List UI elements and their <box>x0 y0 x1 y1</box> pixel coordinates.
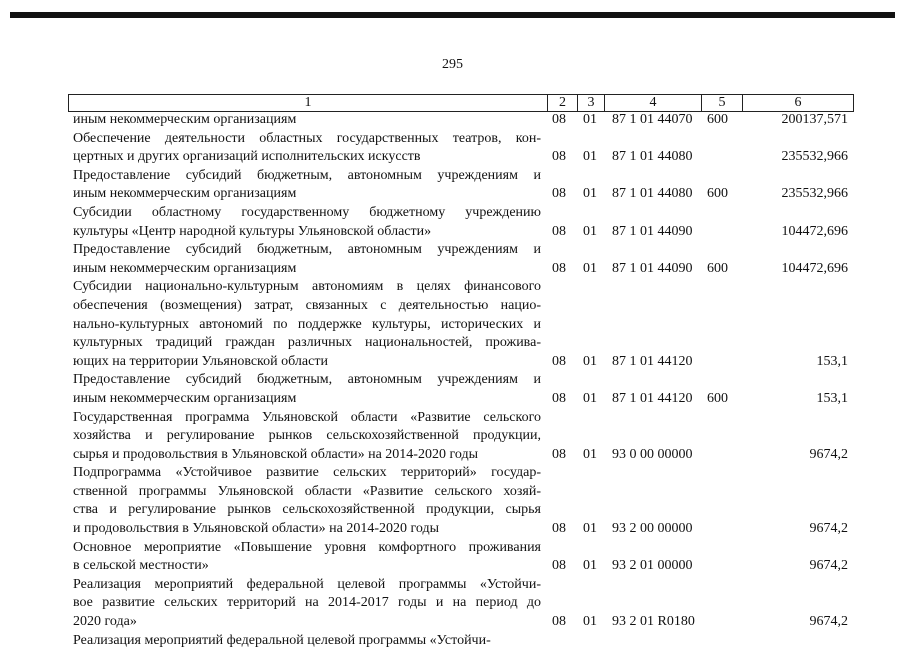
header-col-3: 3 <box>577 95 604 111</box>
section-code: 08 <box>552 186 566 202</box>
description-line: Государственная программа Ульяновской области «Развитие сельского <box>73 409 541 425</box>
description-line: нально-культурных автономий по поддержке культуры, исторических и <box>73 316 541 332</box>
description-line: иным некоммерческим организациям <box>73 260 297 276</box>
row-description <box>73 278 541 371</box>
description-line: Предоставление субсидий бюджетным, автономным учреждениям и <box>73 372 541 388</box>
description-line: цертных и других организаций исполнительских искусств <box>73 149 421 165</box>
target-article-code: 87 1 01 44120 <box>612 390 693 406</box>
description-line: Субсидии областному государственному бюджетному учреждению <box>73 204 541 220</box>
description-line: Подпрограмма «Устойчивое развитие сельских территорий» государ- <box>73 465 541 481</box>
table-row <box>0 204 905 241</box>
amount: 104472,696 <box>781 223 848 239</box>
table-row <box>0 539 905 576</box>
description-line: иным некоммерческим организациям <box>73 112 297 127</box>
expense-type-code: 600 <box>707 112 728 127</box>
subsection-code: 01 <box>583 223 597 239</box>
page-number: 295 <box>442 57 463 72</box>
expense-type-code: 600 <box>707 260 728 276</box>
target-article-code: 87 1 01 44090 <box>612 260 693 276</box>
section-code: 08 <box>552 149 566 165</box>
row-description <box>73 409 541 465</box>
section-code: 08 <box>552 390 566 406</box>
table-row <box>0 111 905 130</box>
table-row <box>0 130 905 167</box>
description-line: Основное мероприятие «Повышение уровня комфортного проживания <box>73 539 541 555</box>
description-line: ющих на территории Ульяновской области <box>73 353 328 369</box>
amount: 200137,571 <box>781 112 848 127</box>
row-description <box>73 632 541 650</box>
target-article-code: 87 1 01 44120 <box>612 353 693 369</box>
expense-type-code: 600 <box>707 186 728 202</box>
section-code: 08 <box>552 353 566 369</box>
description-line: Предоставление субсидий бюджетным, автономным учреждениям и <box>73 167 541 183</box>
target-article-code: 93 0 00 00000 <box>612 446 693 462</box>
description-line: Предоставление субсидий бюджетным, автономным учреждениям и <box>73 242 541 258</box>
section-code: 08 <box>552 614 566 630</box>
amount: 9674,2 <box>809 614 848 630</box>
description-line: Обеспечение деятельности областных государственных театров, кон- <box>73 130 541 146</box>
row-description <box>73 204 541 241</box>
subsection-code: 01 <box>583 149 597 165</box>
row-description <box>73 241 541 278</box>
target-article-code: 87 1 01 44090 <box>612 223 693 239</box>
table-row <box>0 409 905 465</box>
amount: 153,1 <box>816 353 848 369</box>
section-code: 08 <box>552 446 566 462</box>
subsection-code: 01 <box>583 353 597 369</box>
section-code: 08 <box>552 112 566 127</box>
table-row <box>0 167 905 204</box>
target-article-code: 87 1 01 44080 <box>612 149 693 165</box>
row-description <box>73 111 541 130</box>
section-code: 08 <box>552 521 566 537</box>
subsection-code: 01 <box>583 614 597 630</box>
description-line: обеспечения (возмещения) затрат, связанных с деятельностью нацио- <box>73 297 541 313</box>
section-code: 08 <box>552 558 566 574</box>
amount: 235532,966 <box>781 149 848 165</box>
table-row <box>0 576 905 632</box>
row-description <box>73 167 541 204</box>
section-code: 08 <box>552 223 566 239</box>
target-article-code: 87 1 01 44070 <box>612 112 693 127</box>
table-row <box>0 371 905 408</box>
header-col-6: 6 <box>742 95 853 111</box>
subsection-code: 01 <box>583 446 597 462</box>
amount: 9674,2 <box>809 446 848 462</box>
description-line: Субсидии национально-культурным автономиям в целях финансового <box>73 279 541 295</box>
description-line: вое развитие сельских территорий на 2014-2017 годы и на период до <box>73 595 541 611</box>
header-col-1: 1 <box>304 95 312 110</box>
header-col-4: 4 <box>604 95 701 111</box>
table-row <box>0 464 905 538</box>
target-article-code: 93 2 00 00000 <box>612 521 693 537</box>
description-line: иным некоммерческим организациям <box>73 390 297 406</box>
description-line: ства и регулирование рынков сельскохозяйственной продукции, сырья <box>73 502 541 518</box>
target-article-code: 93 2 01 R0180 <box>612 614 695 630</box>
description-line: и продовольствия в Ульяновской области» на 2014-2020 годы <box>73 521 440 537</box>
row-description <box>73 130 541 167</box>
table-row <box>0 632 905 650</box>
amount: 235532,966 <box>781 186 848 202</box>
header-col-5: 5 <box>701 95 742 111</box>
amount: 9674,2 <box>809 521 848 537</box>
target-article-code: 93 2 01 00000 <box>612 558 693 574</box>
subsection-code: 01 <box>583 186 597 202</box>
table-header <box>68 94 854 112</box>
description-line: Реализация мероприятий федеральной целевой программы «Устойчи- <box>73 576 541 592</box>
subsection-code: 01 <box>583 521 597 537</box>
description-line: культурных традиций граждан различных национальностей, прожива- <box>73 335 541 351</box>
row-description <box>73 371 541 408</box>
section-code: 08 <box>552 260 566 276</box>
row-description <box>73 576 541 632</box>
header-col-2: 2 <box>547 95 577 111</box>
amount: 104472,696 <box>781 260 848 276</box>
row-description <box>73 539 541 576</box>
description-line: 2020 года» <box>73 614 137 630</box>
target-article-code: 87 1 01 44080 <box>612 186 693 202</box>
amount: 9674,2 <box>809 558 848 574</box>
description-line: ственной программы Ульяновской области «Развитие сельского хозяй- <box>73 483 541 499</box>
subsection-code: 01 <box>583 558 597 574</box>
table-body <box>0 111 905 650</box>
subsection-code: 01 <box>583 112 597 127</box>
expense-type-code: 600 <box>707 390 728 406</box>
description-line: иным некоммерческим организациям <box>73 186 297 202</box>
description-line: культуры «Центр народной культуры Ульяновской области» <box>73 223 432 239</box>
subsection-code: 01 <box>583 390 597 406</box>
top-border-rule <box>10 12 895 18</box>
table-row <box>0 278 905 371</box>
row-description <box>73 464 541 538</box>
table-row <box>0 241 905 278</box>
description-line: Реализация мероприятий федеральной целевой программы «Устойчи- <box>73 632 491 648</box>
subsection-code: 01 <box>583 260 597 276</box>
description-line: сырья и продовольствия в Ульяновской области» на 2014-2020 годы <box>73 446 478 462</box>
description-line: хозяйства и регулирование рынков сельскохозяйственной продукции, <box>73 428 541 444</box>
amount: 153,1 <box>816 390 848 406</box>
description-line: в сельской местности» <box>73 558 209 574</box>
